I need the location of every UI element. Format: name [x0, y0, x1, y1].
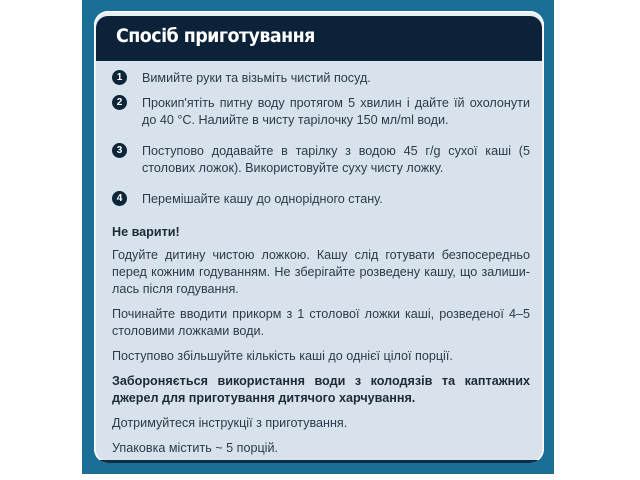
paragraph-introduce: Починайте вводити прикорм з 1 столової ложки каші, розведеної 4–5 столовими ложками води.: [112, 307, 530, 338]
page-title: Спосіб приготування: [116, 25, 315, 47]
step-number-badge: 2: [112, 95, 127, 110]
step-number-badge: 3: [112, 143, 127, 158]
instructions-card: [94, 11, 544, 463]
paragraph-increase: Поступово збільшуйте кількість каші до однієї цілої порції.: [112, 349, 453, 363]
step-text: Вимийте руки та візьміть чистий посуд.: [142, 71, 371, 85]
step-text: Поступово додавайте в тарілку з водою 45 г/g сухої каші (5 столових ложок). Використовуйте суху чисту ложку.: [142, 144, 530, 175]
step-4: [112, 191, 530, 208]
instructions-frame: [82, 0, 554, 474]
step-text: Перемішайте кашу до однорідного стану.: [142, 192, 383, 206]
card-header: [96, 16, 542, 61]
step-2: [112, 95, 530, 129]
paragraph-follow-instructions: Дотримуйтеся інструкції з приготування.: [112, 416, 348, 430]
step-3: [112, 143, 530, 177]
step-number-badge: 4: [112, 191, 127, 206]
warning-title: Не варити!: [112, 225, 180, 239]
paragraph-water-warning: Забороняється використання води з колодязів та каптажних джерел для приготування дитячого харчування.: [112, 374, 530, 405]
paragraph-portions: Упаковка містить ~ 5 порцій.: [112, 441, 279, 455]
instructions-content: [112, 65, 530, 463]
step-number-badge: 1: [112, 70, 127, 85]
step-1: [112, 70, 530, 87]
paragraph-feeding: Годуйте дитину чистою ложкою. Кашу слід готувати безпосередньо перед кожним годуванням. Не зберігайте розведену кашу, що залишилась після годування.: [112, 248, 530, 296]
step-text: Прокип'ятіть питну воду протягом 5 хвилин і дайте їй охолонути до 40 °С. Налийте в чисту тарілочку 150 мл/ml води.: [142, 96, 530, 127]
